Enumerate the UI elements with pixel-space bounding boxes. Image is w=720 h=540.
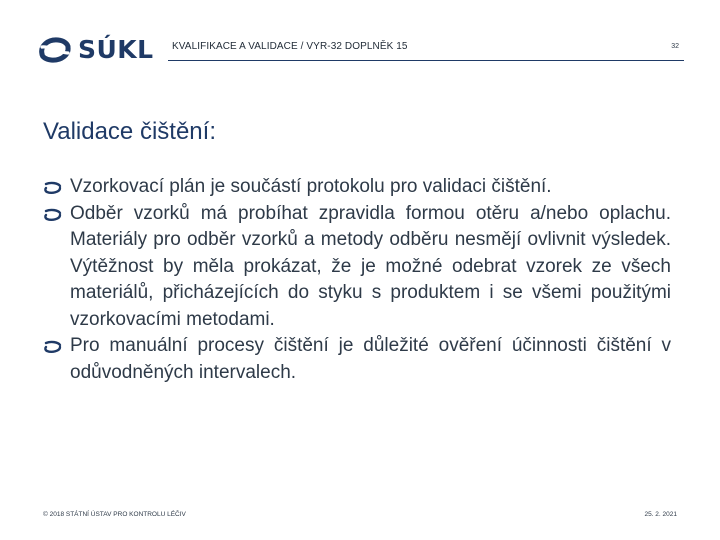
bullet-text: Odběr vzorků má probíhat zpravidla formou otěru a/nebo oplachu. Materiály pro odběr vzorků a metody odběru nesmějí ovlivnit výsledek. Výtěžnost by měla prokázat, že je možné odebrat vzorek ze všech materiálů, přicházejících do styku s produktem i se všemi použitými vzorkovacími metodami.: [70, 202, 671, 330]
bullet-text: Vzorkovací plán je součástí protokolu pro validaci čištění.: [70, 176, 552, 197]
slide-title: Validace čištění:: [43, 118, 216, 145]
bullet-swoosh-icon: [43, 181, 63, 195]
page-number: 32: [671, 43, 679, 50]
header-divider: [168, 60, 684, 61]
bullet-item: [43, 174, 671, 201]
logo-text: SÚKL: [78, 35, 154, 64]
header-title: KVALIFIKACE A VALIDACE / VYR-32 DOPLNĚK 15: [172, 41, 408, 52]
sukl-logo: [38, 34, 154, 66]
footer-date: 25. 2. 2021: [644, 511, 677, 518]
bullet-item: [43, 333, 671, 386]
bullet-swoosh-icon: [43, 340, 63, 354]
bullet-text: Pro manuální procesy čištění je důležité ověření účinnosti čištění v odůvodněných intervalech.: [70, 335, 671, 383]
footer-copyright: © 2018 STÁTNÍ ÚSTAV PRO KONTROLU LÉČIV: [43, 511, 186, 518]
sukl-logo-icon: [38, 36, 72, 64]
bullet-list: [43, 174, 671, 386]
bullet-swoosh-icon: [43, 208, 63, 222]
bullet-item: [43, 201, 671, 334]
